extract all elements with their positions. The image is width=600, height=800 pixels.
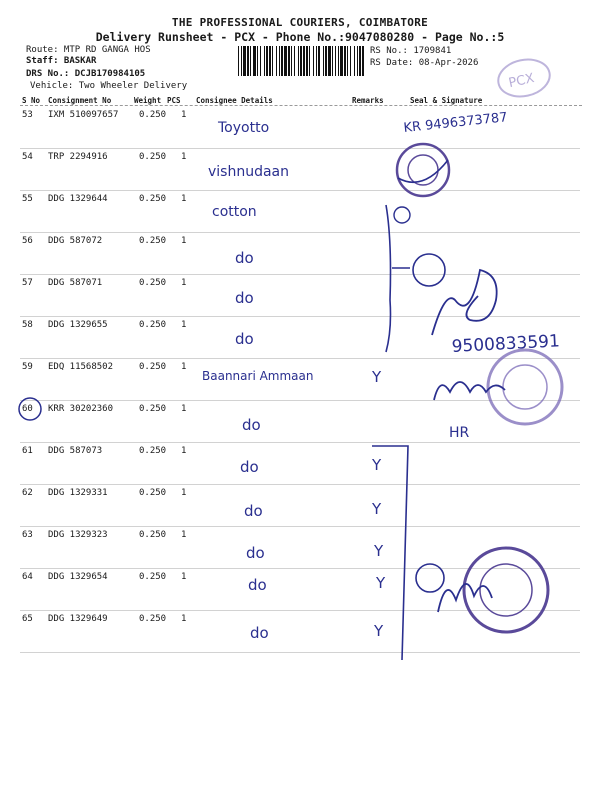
- row-weight: 0.250: [139, 110, 167, 120]
- row-consignment: EDQ 11568502: [48, 362, 114, 372]
- circled-count: [394, 207, 410, 223]
- row-sno: 59: [22, 362, 33, 372]
- row-consignment: DDG 1329649: [48, 614, 108, 624]
- col-consignee: Consignee Details: [196, 96, 273, 105]
- row-sno: 61: [22, 446, 33, 456]
- remark-handwriting: Y: [372, 500, 382, 518]
- vehicle-label: Vehicle: Two Wheeler Delivery: [30, 81, 188, 91]
- row-sno: 63: [22, 530, 33, 540]
- row-pcs: 1: [181, 236, 187, 246]
- remark-handwriting: Y: [374, 542, 384, 560]
- rs-number: RS No.: 1709841: [370, 46, 452, 56]
- round-seal: [397, 144, 449, 196]
- row-pcs: 1: [181, 404, 187, 414]
- circled-count: [416, 564, 444, 592]
- row-consignment: DDG 1329323: [48, 530, 108, 540]
- col-weight: Weight: [134, 96, 162, 105]
- row-sno: 54: [22, 152, 33, 162]
- runsheet-title: Delivery Runsheet - PCX - Phone No.:9047080280 - Page No.:5: [95, 30, 505, 44]
- consignee-handwriting: do: [235, 330, 254, 348]
- round-seal: [488, 350, 562, 424]
- row-weight: 0.250: [139, 278, 167, 288]
- row-weight: 0.250: [139, 152, 167, 162]
- row-consignment: DDG 1329655: [48, 320, 108, 330]
- row-weight: 0.250: [139, 530, 167, 540]
- row-sno: 53: [22, 110, 33, 120]
- consignee-handwriting: Baannari Ammaan: [202, 369, 314, 383]
- row-pcs: 1: [181, 152, 187, 162]
- row-weight: 0.250: [139, 236, 167, 246]
- consignee-handwriting: vishnudaan: [208, 164, 290, 180]
- col-consignment: Consignment No: [48, 96, 112, 105]
- row-sno: 55: [22, 194, 33, 204]
- handwritten-phone: 9500833591: [451, 331, 561, 357]
- consignee-handwriting: cotton: [212, 204, 257, 220]
- col-seal-signature: Seal & Signature: [410, 96, 483, 105]
- row-sno: 57: [22, 278, 33, 288]
- row-consignment: DDG 587072: [48, 236, 103, 246]
- consignee-handwriting: do: [235, 249, 254, 267]
- col-remarks: Remarks: [352, 96, 384, 105]
- row-weight: 0.250: [139, 614, 167, 624]
- bracket-line: [386, 205, 391, 352]
- bracket-line: [372, 446, 408, 660]
- consignee-handwriting: Toyotto: [218, 120, 270, 136]
- consignee-handwriting: do: [235, 289, 254, 307]
- row-pcs: 1: [181, 362, 187, 372]
- top-scribble: KR 9496373787: [402, 110, 509, 136]
- row-weight: 0.250: [139, 488, 167, 498]
- row-consignment: DDG 587073: [48, 446, 103, 456]
- row-consignment: TRP 2294916: [48, 152, 108, 162]
- consignee-handwriting: do: [248, 576, 267, 594]
- remark-handwriting: Y: [372, 456, 382, 474]
- row-pcs: 1: [181, 488, 187, 498]
- remark-handwriting: Y: [376, 574, 386, 592]
- route-label: Route: MTP RD GANGA HOS: [26, 45, 151, 55]
- col-sno: S No: [22, 96, 41, 105]
- row-consignment: DDG 1329644: [48, 194, 108, 204]
- rs-date: RS Date: 08-Apr-2026: [370, 58, 479, 68]
- row-pcs: 1: [181, 110, 187, 120]
- row-weight: 0.250: [139, 446, 167, 456]
- circled-row-number: [19, 398, 41, 420]
- consignee-handwriting: do: [242, 416, 261, 434]
- remark-handwriting: Y: [372, 368, 382, 386]
- circled-count: [413, 254, 445, 286]
- row-consignment: DDG 587071: [48, 278, 103, 288]
- col-pcs: PCS: [167, 96, 181, 105]
- row-pcs: 1: [181, 530, 187, 540]
- row-pcs: 1: [181, 572, 187, 582]
- consignee-handwriting: do: [250, 624, 269, 642]
- row-sno: 62: [22, 488, 33, 498]
- consignee-handwriting: do: [240, 458, 259, 476]
- remark-handwriting: Y: [374, 622, 384, 640]
- row-pcs: 1: [181, 446, 187, 456]
- row-sno: 65: [22, 614, 33, 624]
- row-consignment: KRR 30202360: [48, 404, 114, 414]
- drs-number: DRS No.: DCJB170984105: [26, 69, 146, 79]
- signature: [434, 382, 505, 400]
- row-pcs: 1: [181, 194, 187, 204]
- row-consignment: DDG 1329331: [48, 488, 108, 498]
- row-consignment: DDG 1329654: [48, 572, 108, 582]
- row-weight: 0.250: [139, 194, 167, 204]
- row-pcs: 1: [181, 278, 187, 288]
- staff-label: Staff: BASKAR: [26, 56, 97, 66]
- row-pcs: 1: [181, 614, 187, 624]
- consignee-handwriting: do: [246, 544, 265, 562]
- row-consignment: IXM 510097657: [48, 110, 119, 120]
- handwritten-initials: HR: [449, 425, 470, 441]
- corner-stamp-text: PCX: [507, 71, 536, 92]
- row-sno: 56: [22, 236, 33, 246]
- row-weight: 0.250: [139, 572, 167, 582]
- company-name: THE PROFESSIONAL COURIERS, COIMBATORE: [171, 16, 429, 29]
- row-weight: 0.250: [139, 320, 167, 330]
- row-sno: 58: [22, 320, 33, 330]
- row-sno: 60: [22, 404, 33, 414]
- consignee-handwriting: do: [244, 502, 263, 520]
- row-weight: 0.250: [139, 404, 167, 414]
- row-pcs: 1: [181, 320, 187, 330]
- row-sno: 64: [22, 572, 33, 582]
- row-weight: 0.250: [139, 362, 167, 372]
